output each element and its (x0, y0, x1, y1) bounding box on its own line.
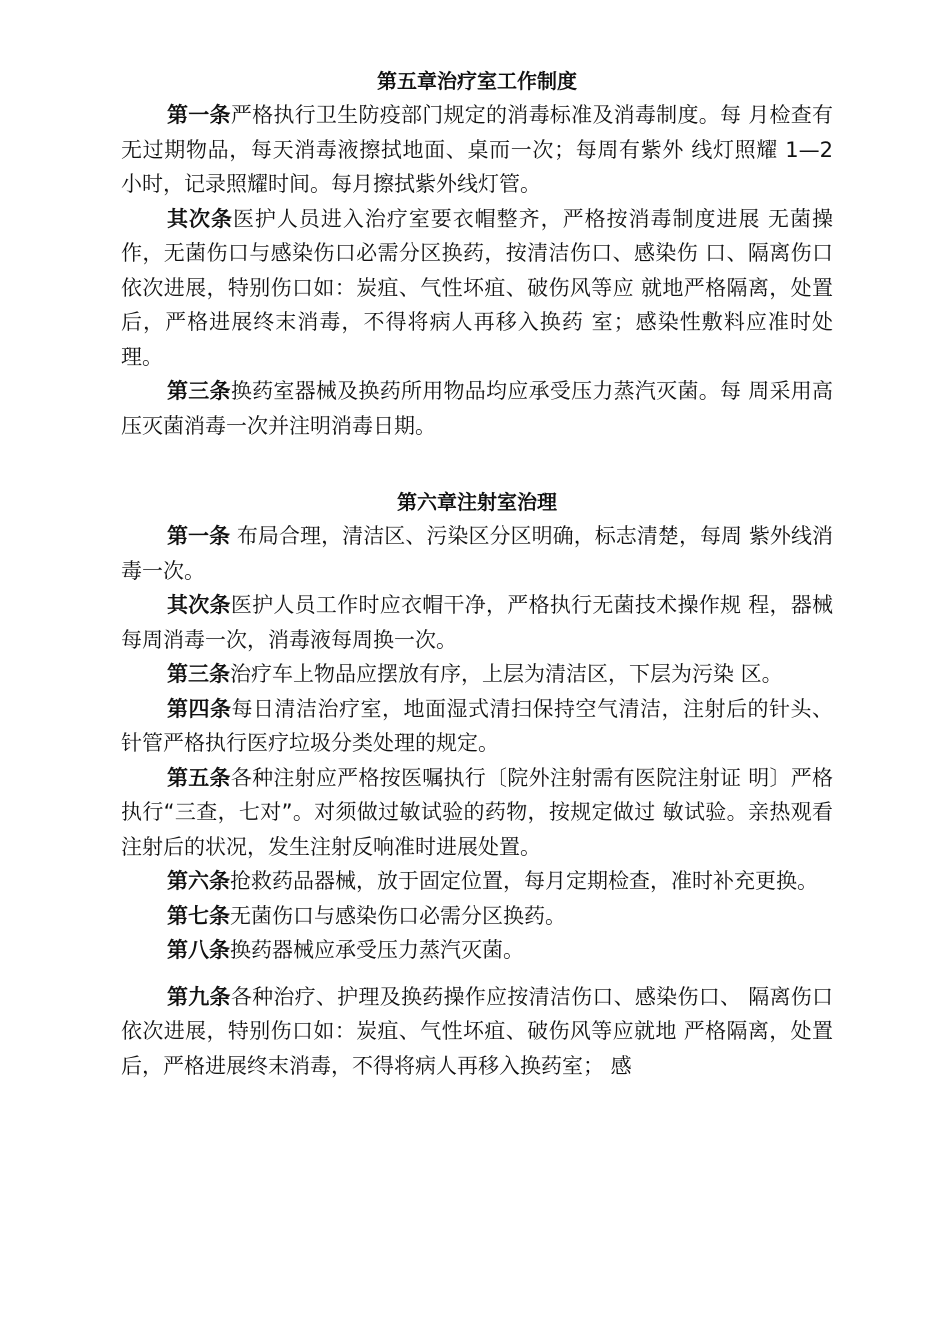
article-label: 第三条 (167, 379, 231, 403)
chapter-six-article-1 (121, 519, 833, 588)
document-page (121, 64, 833, 1083)
article-label: 第八条 (167, 938, 230, 962)
article-label: 第五条 (167, 765, 231, 790)
article-text: 换药室器械及换药所用物品均应承受压力蒸汽灭菌。每 周采用高压灭菌消毒一次并注明消毒日期。 (121, 379, 833, 438)
article-label: 其次条 (167, 593, 231, 617)
article-label: 第六条 (167, 869, 230, 893)
chapter-six-article-5 (121, 761, 833, 865)
article-label: 第一条 (167, 524, 231, 548)
chapter-six-article-3 (121, 657, 833, 692)
chapter-six-title: 第六章注射室治理 (397, 490, 557, 514)
article-text: 医护人员进入治疗室要衣帽整齐，严格按消毒制度进展 无菌操作，无菌伤口与感染伤口必需分区换药，按清洁伤口、感染伤 口、隔离伤口依次进展，特别伤口如：炭疽、气性坏疽、破伤风等应 就地严格隔离，处置后，严格进展终末消毒，不得将病人再移入换药 室；感染性敷料应准时处理。 (121, 206, 833, 369)
chapter-six-article-2 (121, 588, 833, 657)
chapter-five-article-2 (121, 202, 833, 375)
chapter-six-article-6 (121, 864, 833, 899)
article-label: 第七条 (167, 903, 230, 928)
article-text: 无菌伤口与感染伤口必需分区换药。 (230, 903, 566, 928)
article-label: 第一条 (167, 103, 231, 127)
chapter-six-article-8 (121, 933, 833, 968)
article-label: 第九条 (167, 984, 231, 1009)
chapter-six-article-9 (121, 980, 833, 1084)
article-text: 医护人员工作时应衣帽干净，严格执行无菌技术操作规 程，器械每周消毒一次，消毒液每周换一次。 (121, 593, 833, 652)
article-label: 第三条 (167, 662, 230, 686)
article-text: 抢救药品器械，放于固定位置，每月定期检查，准时补充更换。 (230, 869, 818, 893)
article-text: 布局合理，清洁区、污染区分区明确，标志清楚，每周 紫外线消毒一次。 (121, 524, 833, 583)
article-text: 严格执行卫生防疫部门规定的消毒标准及消毒制度。每 月检查有无过期物品，每天消毒液擦拭地面、桌而一次；每周有紫外 线灯照耀 1—2 小时，记录照耀时间。每月擦拭紫外线灯管。 (121, 103, 833, 196)
article-text: 治疗车上物品应摆放有序，上层为清洁区，下层为污染 区。 (230, 662, 783, 686)
article-label: 第四条 (167, 696, 232, 721)
article-label: 其次条 (167, 206, 233, 231)
article-text: 每日清洁治疗室，地面湿式清扫保持空气清洁，注射后的针头、针管严格执行医疗垃圾分类处理的规定。 (121, 696, 833, 755)
chapter-six-article-7 (121, 899, 833, 934)
chapter-five-article-3 (121, 374, 833, 443)
chapter-six-article-4 (121, 692, 833, 761)
chapter-five-title: 第五章治疗室工作制度 (377, 69, 577, 93)
article-text: 各种注射应严格按医嘱执行〔院外注射需有医院注射证 明〕严格执行“三查，七对”。对须做过敏试验的药物，按规定做过 敏试验。亲热观看注射后的状况，发生注射反响准时进展处置。 (121, 765, 833, 859)
article-text: 各种治疗、护理及换药操作应按清洁伤口、感染伤口、 隔离伤口依次进展，特别伤口如：炭疽、气性坏疽、破伤风等应就地 严格隔离，处置后，严格进展终末消毒，不得将病人再移入换药室； 感 (121, 984, 833, 1078)
chapter-five-article-1 (121, 98, 833, 202)
article-text: 换药器械应承受压力蒸汽灭菌。 (230, 938, 524, 962)
